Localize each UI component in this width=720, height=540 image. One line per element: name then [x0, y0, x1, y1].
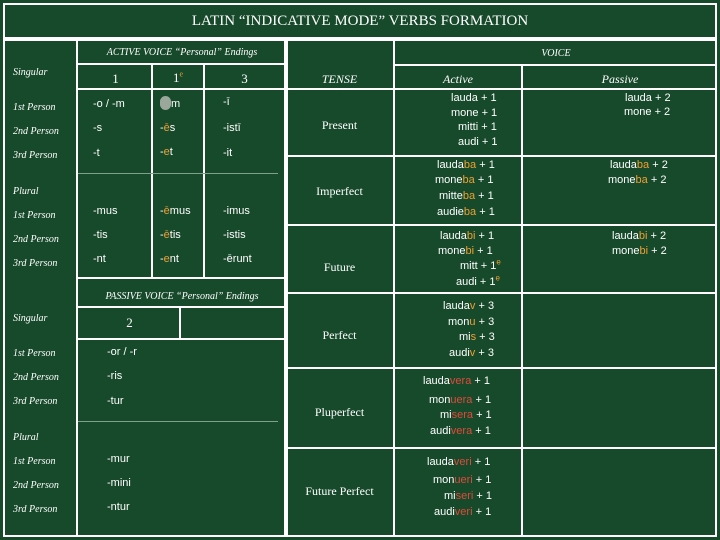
page-title: LATIN “INDICATIVE MODE” VERBS FORMATION: [191, 13, 529, 29]
imperfect-active-4: audieba + 1: [437, 206, 495, 218]
imperfect-passive-2: moneba + 2: [608, 174, 667, 186]
present-active-1: lauda + 1: [451, 92, 497, 104]
active-header: Active: [443, 72, 473, 86]
ending-1e-sg2: -ēs: [160, 122, 176, 134]
perfect-active-2: monu + 3: [448, 316, 495, 328]
passive-1st-person: 1st Person: [13, 348, 56, 359]
present-active-4: audi + 1: [458, 136, 498, 148]
ending-1e-pl1: -ēmus: [160, 205, 191, 217]
ending-3-sg2: -istī: [223, 122, 241, 134]
future-passive-1: laudabi + 2: [612, 230, 667, 242]
ending-1-pl2: -tis: [93, 229, 108, 241]
passive-voice-header: PASSIVE VOICE “Personal” Endings: [105, 291, 259, 302]
future-perfect-active-2: monueri + 1: [433, 474, 492, 486]
ending-1-pl1: -mus: [93, 205, 118, 217]
voice-header: VOICE: [541, 48, 571, 59]
future-active-3: mitt + $1^e$: [460, 257, 501, 272]
imperfect-active-1: laudaba + 1: [437, 159, 495, 171]
passive-conj-header: 2: [126, 315, 133, 330]
active-voice-header: ACTIVE VOICE “Personal” Endings: [106, 47, 258, 58]
conj-1-header: 1: [112, 71, 119, 86]
tense-imperfect: Imperfect: [316, 184, 363, 198]
passive-pl-1st-person: 1st Person: [13, 456, 56, 467]
active-pl-2nd-person: 2nd Person: [13, 234, 59, 245]
passive-singular-label: Singular: [13, 313, 48, 324]
pluperfect-active-1: laudavera + 1: [423, 375, 490, 387]
active-plural-label: Plural: [13, 186, 39, 197]
active-singular-label: Singular: [13, 67, 48, 78]
imperfect-active-3: mitteba + 1: [439, 190, 494, 202]
ending-3-sg1: -ī: [223, 96, 230, 108]
ending-1-sg2: -s: [93, 122, 103, 134]
present-active-2: mone + 1: [451, 107, 498, 119]
passive-ending-sg1: -or / -r: [107, 346, 137, 358]
passive-ending-pl2: -mini: [107, 477, 131, 489]
active-2nd-person: 2nd Person: [13, 126, 59, 137]
passive-plural-label: Plural: [13, 432, 39, 443]
future-perfect-active-4: audiveri + 1: [434, 506, 492, 518]
passive-ending-pl3: -ntur: [107, 501, 130, 513]
tense-future-perfect: Future Perfect: [305, 484, 374, 498]
tense-header: TENSE: [321, 72, 358, 86]
pluperfect-active-3: misera + 1: [440, 409, 492, 421]
ending-1-sg3: -t: [93, 147, 100, 159]
passive-ending-sg3: -tur: [107, 395, 124, 407]
passive-ending-sg2: -ris: [107, 370, 123, 382]
perfect-active-1: laudav + 3: [443, 300, 495, 312]
imperfect-active-2: moneba + 1: [435, 174, 494, 186]
passive-pl-3rd-person: 3rd Person: [13, 504, 58, 515]
perfect-active-3: mis + 3: [459, 331, 495, 343]
future-active-1: laudabi + 1: [440, 230, 495, 242]
ending-3-sg3: -it: [223, 147, 233, 159]
ending-3-pl2: -istis: [223, 229, 246, 241]
present-passive-1: lauda + 2: [625, 92, 671, 104]
present-active-3: mitti + 1: [458, 121, 497, 133]
future-active-2: monebi + 1: [438, 245, 493, 257]
passive-2nd-person: 2nd Person: [13, 372, 59, 383]
future-perfect-active-1: laudaveri + 1: [427, 456, 491, 468]
perfect-active-4: audiv + 3: [449, 347, 494, 359]
imperfect-passive-1: laudaba + 2: [610, 159, 668, 171]
future-perfect-active-3: miseri + 1: [444, 490, 492, 502]
ending-1-sg1: -o / -m: [93, 98, 125, 110]
ending-3-pl1: -imus: [223, 205, 250, 217]
active-1st-person: 1st Person: [13, 102, 56, 113]
tense-pluperfect: Pluperfect: [314, 405, 365, 419]
future-active-4: audi + $1^e$: [456, 273, 500, 288]
conj-1e-header: 1e: [172, 69, 184, 85]
passive-3rd-person: 3rd Person: [13, 396, 58, 407]
ending-1e-sg1: m: [160, 96, 180, 110]
active-3rd-person: 3rd Person: [13, 150, 58, 161]
present-passive-2: mone + 2: [624, 106, 671, 118]
pluperfect-active-2: monuera + 1: [429, 394, 492, 406]
active-pl-1st-person: 1st Person: [13, 210, 56, 221]
conj-3-header: 3: [241, 71, 248, 86]
tense-present: Present: [321, 118, 358, 132]
tense-perfect: Perfect: [322, 328, 357, 342]
pluperfect-active-4: audivera + 1: [430, 425, 491, 437]
ending-1e-pl2: -ētis: [160, 229, 181, 241]
ending-1-pl3: -nt: [93, 253, 106, 265]
tense-future: Future: [323, 260, 356, 274]
ending-3-pl3: -ērunt: [223, 253, 252, 265]
active-pl-3rd-person: 3rd Person: [13, 258, 58, 269]
passive-header: Passive: [601, 72, 639, 86]
ending-1e-sg3: -et: [160, 146, 173, 158]
passive-pl-2nd-person: 2nd Person: [13, 480, 59, 491]
future-passive-2: monebi + 2: [612, 245, 667, 257]
ending-1e-pl3: -ent: [160, 253, 179, 265]
passive-ending-pl1: -mur: [107, 453, 130, 465]
